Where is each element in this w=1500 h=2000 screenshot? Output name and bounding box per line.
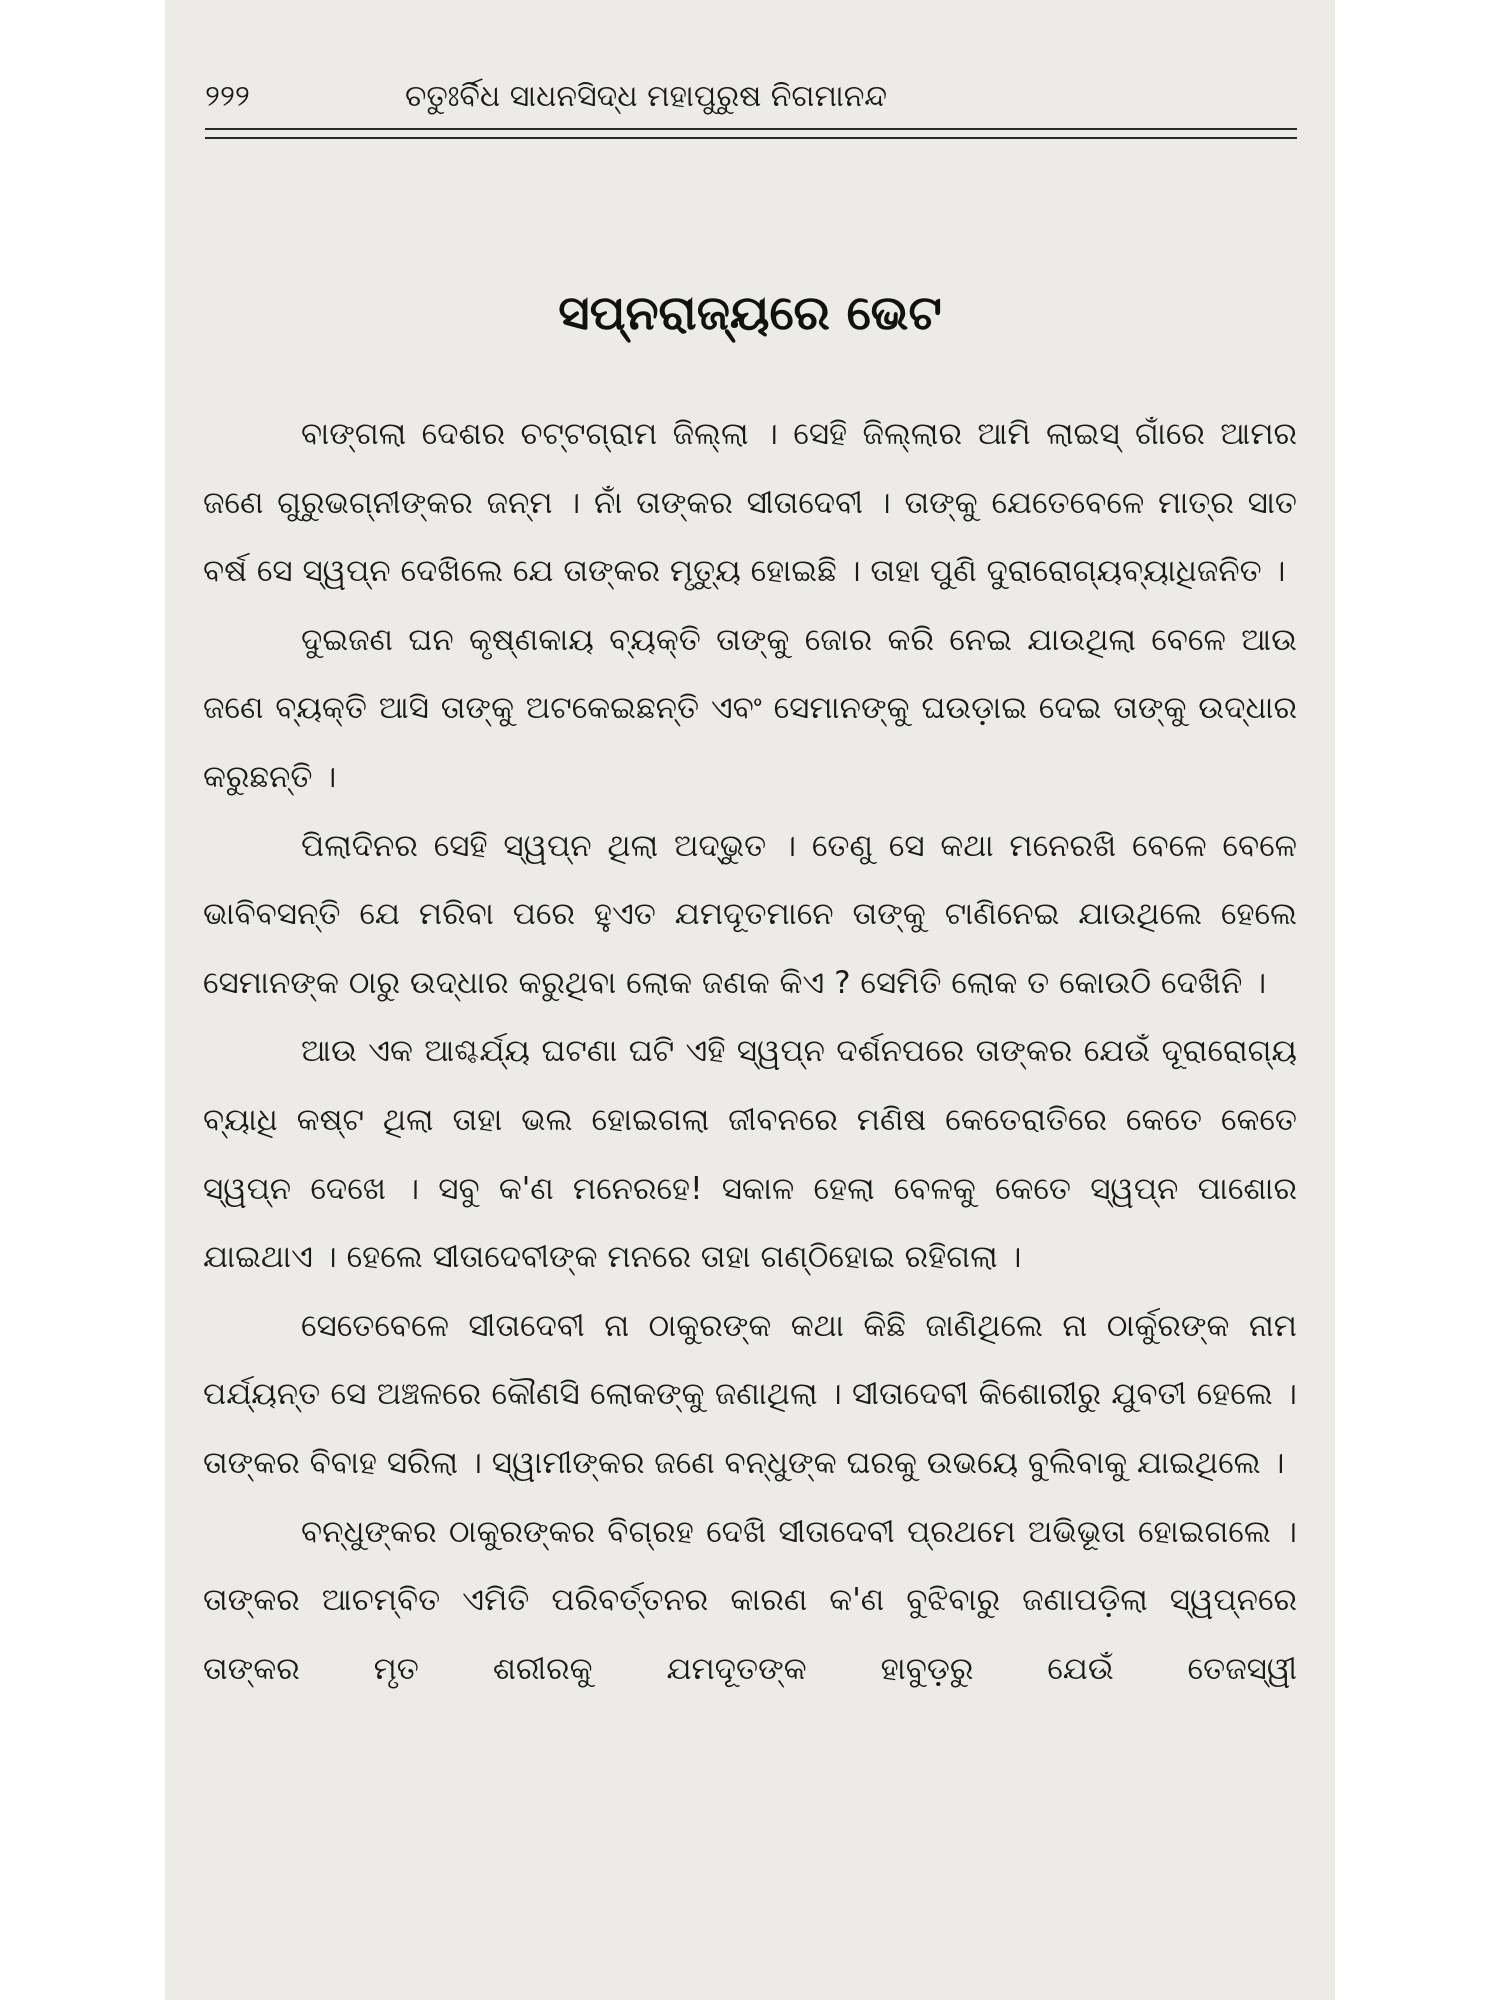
running-title: ଚତୁଃର୍ବିଧ ସାଧନସିଦ୍ଧ ମହାପୁରୁଷ ନିଗମାନନ୍ଦ — [405, 78, 888, 114]
book-page — [165, 0, 1335, 2000]
paragraph: ସେତେବେଳେ ସୀତାଦେବୀ ନା ଠାକୁରଙ୍କ କଥା କିଛି ଜାଣିଥିଲେ ନା ଠାର୍କୁରଙ୍କ ନାମ ପର୍ଯ୍ୟନ୍ତ ସେ ଅଞ୍ଚଳରେ କୌଣସି ଲୋକଙ୍କୁ ଜଣାଥିଲା । ସୀତାଦେବୀ କିଶୋରୀରୁ ଯୁବତୀ ହେଲେ । ତାଙ୍କର ବିବାହ ସରିଲା । ସ୍ୱାମୀଙ୍କର ଜଣେ ବନ୍ଧୁଙ୍କ ଘରକୁ ଉଭୟେ ବୁଲିବାକୁ ଯାଇଥିଲେ । — [203, 1307, 1297, 1481]
page-header — [205, 72, 1295, 120]
paragraph: ବନ୍ଧୁଙ୍କର ଠାକୁରଙ୍କର ବିଗ୍ରହ ଦେଖି ସୀତାଦେବୀ ପ୍ରଥମେ ଅଭିଭୂତା ହୋଇଗଲେ । ତାଙ୍କର ଆଚମ୍ବିତ ଏମିତି ପରିବର୍ତ୍ତନର କାରଣ କ'ଣ ବୁଝିବାରୁ ଜଣାପଡ଼ିଲା ସ୍ୱପ୍ନରେ ତାଙ୍କର ମୃତ ଶରୀରକୁ ଯମଦୂତଙ୍କ ହାବୁଡ଼ରୁ ଯେଉଁ ତେଜସ୍ୱୀ — [203, 1513, 1297, 1687]
paragraph: ପିଲାଦିନର ସେହି ସ୍ୱପ୍ନ ଥିଲା ଅଦ୍ଭୁତ । ତେଣୁ ସେ କଥା ମନେରଖି ବେଳେ ବେଳେ ଭାବିବସନ୍ତି ଯେ ମରିବା ପରେ ହୁଏତ ଯମଦୂତମାନେ ତାଙ୍କୁ ଟାଣିନେଇ ଯାଉଥିଲେ ହେଲେ ସେମାନଙ୍କ ଠାରୁ ଉଦ୍ଧାର କରୁଥିବା ଲୋକ ଜଣକ କିଏ ? ସେମିତି ଲୋକ ତ କୋଉଠି ଦେଖିନି । — [203, 827, 1297, 1001]
paragraph: ଆଉ ଏକ ଆଶ୍ଚର୍ଯ୍ୟ ଘଟଣା ଘଟି ଏହି ସ୍ୱପ୍ନ ଦର୍ଶନପରେ ତାଙ୍କର ଯେଉଁ ଦୂରାରୋଗ୍ୟ ବ୍ୟାଧି କଷ୍ଟ ଥିଲା ତାହା ଭଲ ହୋଇଗଲା ଜୀବନରେ ମଣିଷ କେତେରାତିରେ କେତେ କେତେ ସ୍ୱପ୍ନ ଦେଖେ । ସବୁ କ'ଣ ମନେରହେ! ସକାଳ ହେଲା ବେଳକୁ କେତେ ସ୍ୱପ୍ନ ପାଶୋର ଯାଇଥାଏ । ହେଲେ ସୀତାଦେବୀଙ୍କ ମନରେ ତାହା ଗଣ୍ଠିହୋଇ ରହିଗଲା । — [203, 1033, 1297, 1276]
header-double-rule — [205, 128, 1297, 139]
body-text — [203, 400, 1297, 1703]
page-number: ୨୨୨ — [205, 78, 250, 114]
paragraph: ଦୁଇଜଣ ଘନ କୃଷ୍ଣକାୟ ବ୍ୟକ୍ତି ତାଙ୍କୁ ଜୋର କରି ନେଇ ଯାଉଥିଲା ବେଳେ ଆଉ ଜଣେ ବ୍ୟକ୍ତି ଆସି ତାଙ୍କୁ ଅଟକେଇଛନ୍ତି ଏବଂ ସେମାନଙ୍କୁ ଘଉଡ଼ାଇ ଦେଇ ତାଙ୍କୁ ଉଦ୍ଧାର କରୁଛନ୍ତି । — [203, 621, 1297, 795]
paragraph: ବାଙ୍ଗଲା ଦେଶର ଚଟ୍ଟଗ୍ରାମ ଜିଲ୍ଲା । ସେହି ଜିଲ୍ଲାର ଆମି ଲାଇସ୍ ଗାଁରେ ଆମର ଜଣେ ଗୁରୁଭଗ୍ନୀଙ୍କର ଜନ୍ମ । ନାଁ ତାଙ୍କର ସୀତାଦେବୀ । ତାଙ୍କୁ ଯେତେବେଳେ ମାତ୍ର ସାତ ବର୍ଷ ସେ ସ୍ୱପ୍ନ ଦେଖିଲେ ଯେ ତାଙ୍କର ମୃତ୍ୟୁ ହୋଇଛି । ତାହା ପୁଣି ଦୁରାରୋଗ୍ୟବ୍ୟାଧିଜନିତ । — [203, 416, 1297, 590]
chapter-title: ସପ୍ନରାଜ୍ୟରେ ଭେଟ — [558, 285, 942, 341]
